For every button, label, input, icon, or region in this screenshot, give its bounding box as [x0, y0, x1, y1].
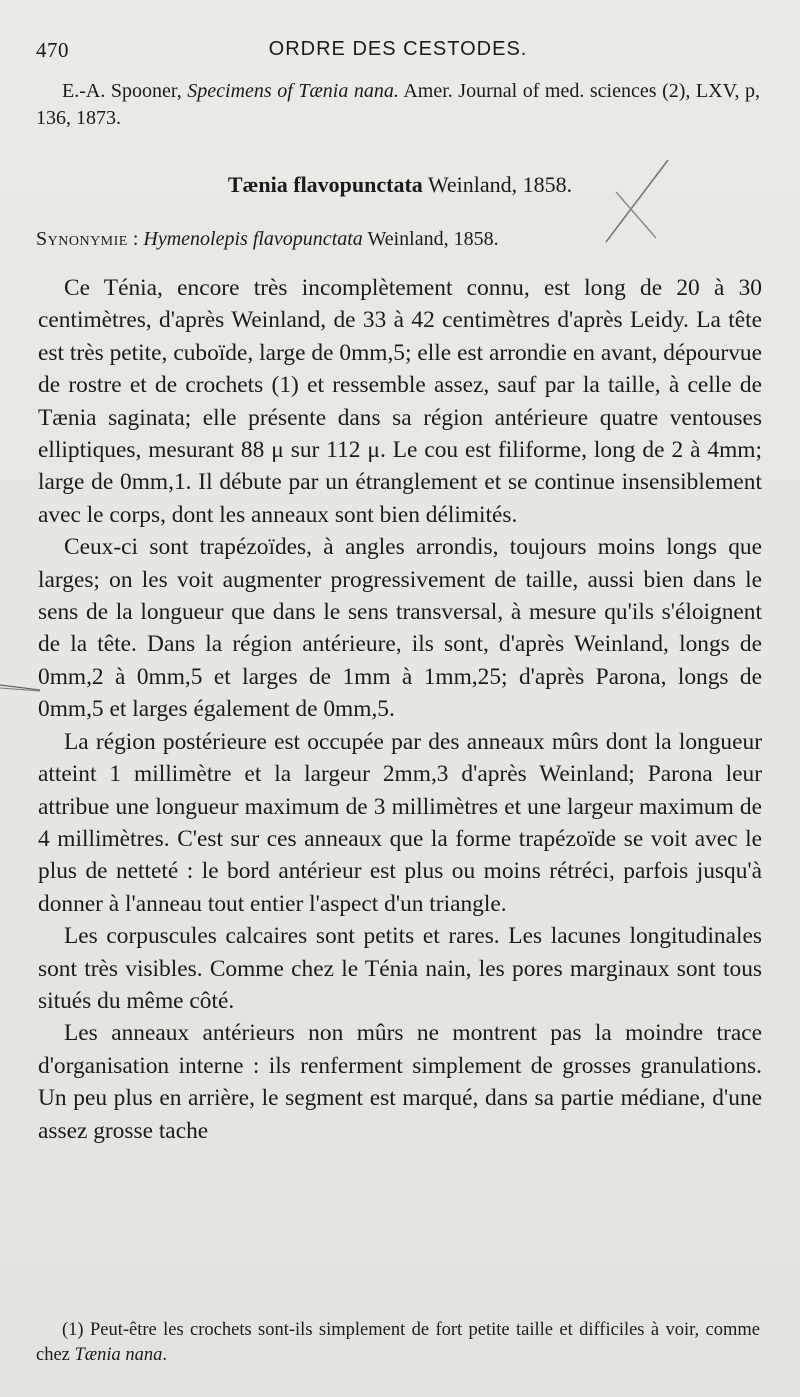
paragraph-posterior-region: La région postérieure est occupée par des anneaux mûrs dont la longueur atteint 1 millimètre et la largeur 2mm,3 d'après Weinland; Parona leur attribue une longueur maximum de 3 millimètres et une largeur maximum de 4 millimètres. C'est sur ces anneaux que la forme trapézoïde se voit avec le plus de netteté : le bord antérieur est plus ou moins rétréci, parfois jusqu'à donner à l'anneau tout entier l'aspect d'un triangle.: [38, 728, 762, 917]
body-text: [38, 272, 762, 1147]
footnote: [36, 1318, 760, 1368]
footnote-end: .: [162, 1345, 168, 1365]
bibliographic-reference: [36, 78, 760, 132]
page-header: [36, 38, 760, 68]
reference-author: E.-A. Spooner,: [62, 80, 188, 102]
paragraph-corpuscles: Les corpuscules calcaires sont petits et rares. Les lacunes longitudinales sont très visibles. Comme chez le Ténia nain, les pores marginaux sont tous situés du même côté.: [38, 923, 762, 1014]
paragraph-description-head: Ce Ténia, encore très incomplètement connu, est long de 20 à 30 centimètres, d'après Weinland, de 33 à 42 centimètres d'après Leidy. La tête est très petite, cuboïde, large de 0mm,5; elle est arrondie en avant, dépourvue de rostre et de crochets (1) et ressemble assez, sauf par la taille, à celle de Tænia saginata; elle présente dans sa région antérieure quatre ventouses elliptiques, mesurant 88 μ sur 112 μ. Le cou est filiforme, long de 2 à 4mm; large de 0mm,1. Il débute par un étranglement et se continue insensiblement avec le corps, dont les anneaux sont bien délimités.: [38, 275, 762, 528]
synonymy-label: Synonymie: [36, 228, 128, 250]
synonym-name: Hymenolepis flavopunctata: [143, 228, 363, 250]
species-heading: [0, 172, 800, 198]
reference-source: Amer. Journal of med. sciences (2), LXV, p, 136, 1873.: [36, 80, 760, 129]
synonymy-separator: :: [127, 228, 144, 250]
species-authority: Weinland, 1858.: [422, 172, 573, 197]
footnote-text: (1) Peut-être les crochets sont-ils simplement de fort petite taille et difficiles à voir, comme chez: [36, 1320, 760, 1365]
paragraph-segments-shape: Ceux-ci sont trapézoïdes, à angles arrondis, toujours moins longs que larges; on les voit augmenter progressivement de taille, aussi bien dans le sens de la longueur que dans le sens transversal, à mesure qu'ils s'éloignent de la tête. Dans la région antérieure, ils sont, d'après Weinland, longs de 0mm,2 à 0mm,5 et larges de 1mm à 1mm,25; d'après Parona, longs de 0mm,5 et larges également de 0mm,5.: [38, 534, 762, 723]
species-name: Tænia flavopunctata: [227, 172, 423, 197]
reference-title: Specimens of Tænia nana.: [187, 80, 399, 102]
running-title: ORDRE DES CESTODES.: [268, 38, 528, 60]
synonymy-line: [36, 228, 760, 251]
synonym-authority: Weinland, 1858.: [362, 228, 499, 250]
page-number: 470: [36, 38, 69, 62]
paragraph-anterior-rings: Les anneaux antérieurs non mûrs ne montrent pas la moindre trace d'organisation interne : ils renferment simplement de grosses granulations. Un peu plus en arrière, le segment est marqué, dans sa partie médiane, d'une assez grosse tache: [38, 1020, 762, 1144]
footnote-italic: Tænia nana: [74, 1345, 163, 1365]
margin-pencil-stroke: [0, 682, 44, 694]
